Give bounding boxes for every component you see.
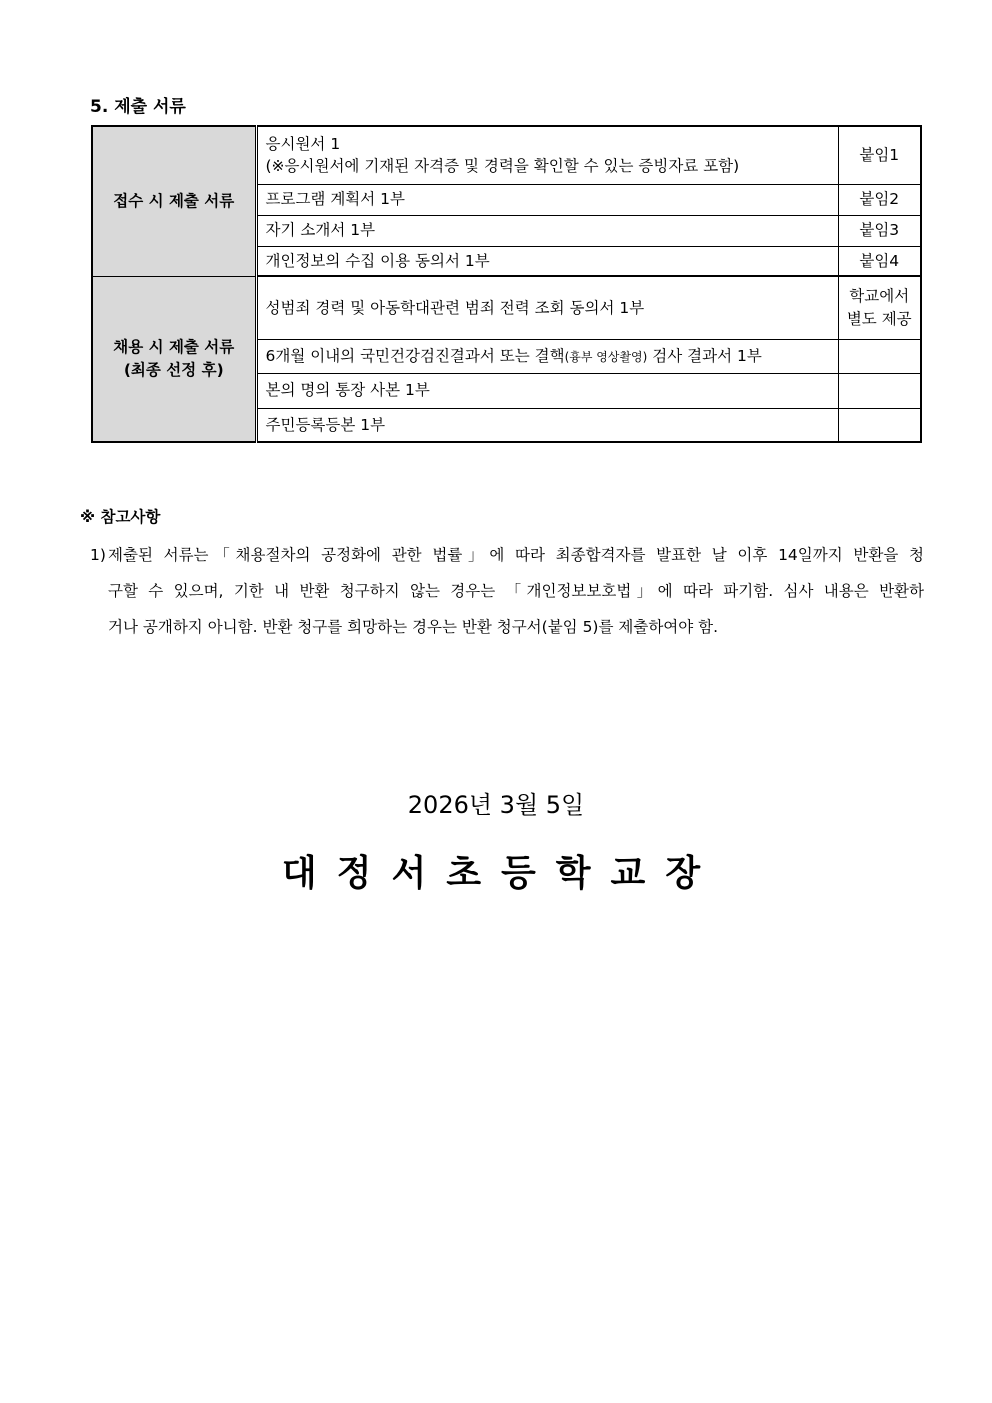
attachment-cell [838, 373, 921, 408]
attachment-cell: 붙임3 [838, 215, 921, 246]
document-cell [256, 339, 838, 373]
document-small-note: (흉부 영상촬영) [564, 349, 648, 364]
document-cell: 개인정보의 수집 이용 동의서 1부 [256, 246, 838, 276]
document-note: (※응시원서에 기재된 자격증 및 경력을 확인할 수 있는 증빙자료 포함) [265, 157, 740, 176]
attachment-cell [838, 408, 921, 442]
note-line: 제출된 서류는「채용절차의 공정화에 관한 법률」에 따라 최종합격자를 발표한 날 이후 14일까지 반환을 청 [108, 546, 924, 564]
note-line: 구할 수 있으며, 기한 내 반환 청구하지 않는 경우는 「개인정보보호법」에 따라 파기함. 심사 내용은 반환하 [108, 582, 924, 600]
note-number: 1) [90, 546, 106, 564]
document-label: 6개월 이내의 국민건강검진결과서 또는 결핵 [265, 346, 565, 365]
document-cell: 프로그램 계획서 1부 [256, 184, 838, 215]
section-title: 5. 제출 서류 [90, 97, 186, 117]
attachment-cell: 붙임1 [838, 126, 921, 184]
table-row [92, 276, 921, 339]
category-cell [92, 126, 256, 276]
table-row [92, 126, 921, 184]
attachment-cell: 붙임4 [838, 246, 921, 276]
note-line: 거나 공개하지 아니함. 반환 청구를 희망하는 경우는 반환 청구서(붙임 5)를 제출하여야 함. [108, 618, 719, 636]
document-cell: 본의 명의 통장 사본 1부 [256, 373, 838, 408]
document-cell [256, 126, 838, 184]
document-cell: 자기 소개서 1부 [256, 215, 838, 246]
principal-signature: 대정서초등학교장 [281, 853, 721, 894]
document-cell: 주민등록등본 1부 [256, 408, 838, 442]
category-cell [92, 276, 256, 442]
document-date: 2026년 3월 5일 [407, 791, 585, 819]
document-cell: 성범죄 경력 및 아동학대관련 범죄 전력 조회 동의서 1부 [256, 276, 838, 339]
documents-table [91, 125, 922, 443]
attachment-cell: 붙임2 [838, 184, 921, 215]
category-label: 채용 시 제출 서류 [113, 338, 235, 357]
attachment-label-2: 별도 제공 [846, 309, 912, 328]
note-item [90, 537, 924, 645]
notes-title: ※ 참고사항 [80, 508, 161, 526]
category-label: 접수 시 제출 서류 [113, 192, 235, 211]
category-sublabel: (최종 선정 후) [123, 360, 224, 379]
document-label: 응시원서 1 [265, 134, 341, 153]
document-label-tail: 검사 결과서 1부 [647, 346, 762, 365]
attachment-cell [838, 339, 921, 373]
attachment-cell [838, 276, 921, 339]
attachment-label: 학교에서 [849, 287, 910, 306]
